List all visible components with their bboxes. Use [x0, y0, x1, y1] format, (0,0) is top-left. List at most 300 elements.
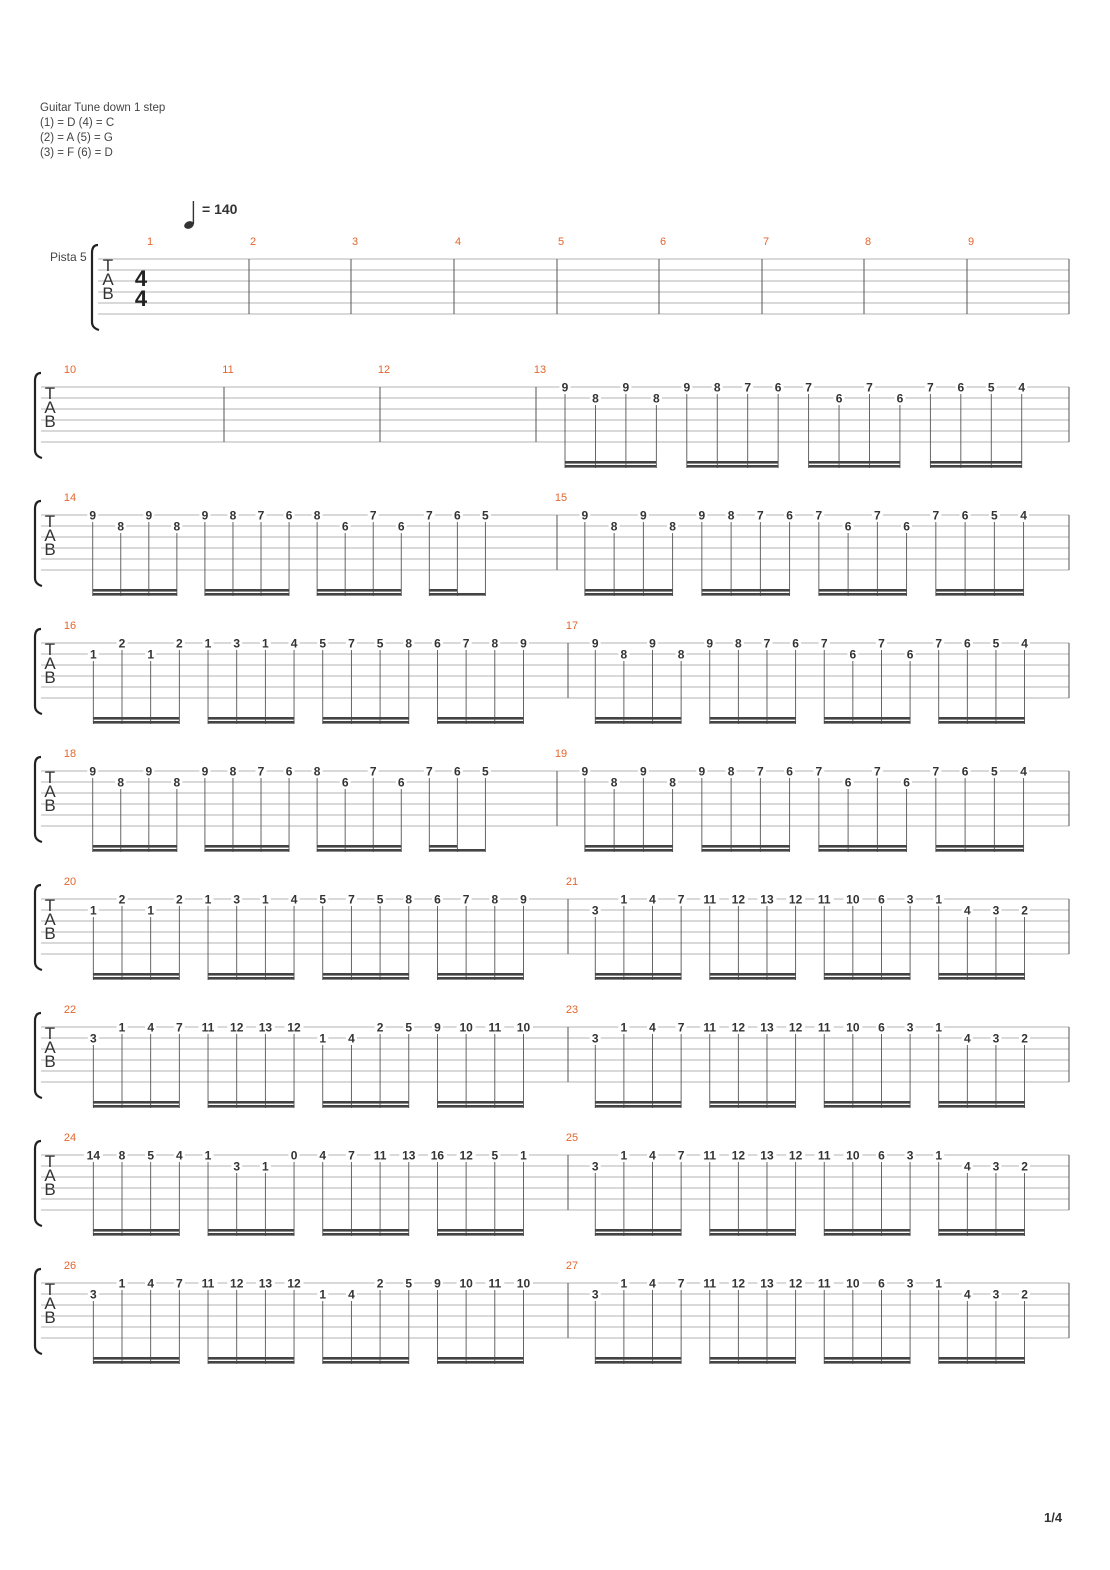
fret-number: 1: [935, 1276, 943, 1291]
beam: [437, 1101, 523, 1104]
fret-number: 8: [491, 892, 499, 907]
beam: [429, 845, 457, 848]
tab-clef-letter: A: [44, 910, 56, 929]
fret-number: 12: [459, 1148, 473, 1163]
fret-number: 7: [369, 764, 377, 779]
fret-number: 5: [376, 636, 384, 651]
beam: [93, 1357, 179, 1360]
beam: [93, 1361, 179, 1364]
measure-number: 3: [351, 236, 359, 248]
system-bracket: [35, 885, 42, 970]
beam: [939, 1229, 1025, 1232]
fret-number: 13: [760, 1020, 774, 1035]
beam: [939, 977, 1025, 980]
tab-clef-letter: T: [44, 1152, 56, 1171]
fret-number: 3: [906, 1276, 914, 1291]
measure-number: 7: [762, 236, 770, 248]
time-signature-numerator: 4: [134, 266, 148, 291]
beam: [323, 1233, 409, 1236]
fret-number: 3: [992, 1159, 1000, 1174]
measure-number: 6: [659, 236, 667, 248]
measure-number: 24: [63, 1132, 77, 1144]
beam: [595, 977, 681, 980]
system-bracket: [35, 501, 42, 586]
fret-number: 8: [653, 391, 660, 406]
beam: [437, 1105, 523, 1108]
fret-number: 3: [233, 636, 241, 651]
fret-number: 1: [935, 1020, 943, 1035]
fret-number: 10: [459, 1276, 473, 1291]
fret-number: 6: [906, 647, 914, 662]
fret-number: 3: [591, 903, 599, 918]
fret-number: 1: [89, 647, 97, 662]
track-name: Pista 5: [50, 250, 87, 264]
measure-number: 15: [554, 492, 568, 504]
fret-number: 12: [731, 892, 746, 907]
beam: [93, 849, 177, 852]
fret-number: 7: [815, 764, 823, 779]
beam: [819, 589, 907, 592]
beam: [824, 1105, 910, 1108]
beam: [208, 1101, 294, 1104]
beam: [208, 1361, 294, 1364]
fret-number: 13: [402, 1148, 416, 1163]
tab-system: [35, 876, 1069, 980]
beam: [323, 973, 409, 976]
fret-number: 13: [258, 1276, 273, 1291]
fret-number: 1: [319, 1031, 327, 1046]
beam: [317, 593, 401, 596]
fret-number: 9: [640, 764, 647, 779]
fret-number: 7: [874, 508, 881, 523]
beam: [429, 849, 485, 852]
fret-number: 11: [817, 1148, 831, 1163]
beam: [824, 1357, 910, 1360]
fret-number: 12: [731, 1020, 746, 1035]
fret-number: 7: [257, 508, 265, 523]
fret-number: 12: [287, 1276, 301, 1291]
fret-number: 11: [201, 1020, 215, 1035]
fret-number: 5: [405, 1020, 413, 1035]
beam: [205, 593, 289, 596]
beam: [323, 1357, 409, 1360]
beam: [710, 1233, 796, 1236]
beam: [710, 1105, 796, 1108]
beam: [710, 973, 796, 976]
fret-number: 7: [932, 508, 940, 523]
fret-number: 9: [434, 1020, 441, 1035]
beam: [437, 1361, 523, 1364]
fret-number: 13: [760, 1148, 774, 1163]
fret-number: 2: [176, 636, 183, 651]
fret-number: 12: [287, 1020, 301, 1035]
beam: [687, 465, 778, 468]
tab-clef-letter: A: [44, 654, 56, 673]
tab-system: [35, 364, 1069, 468]
beam: [939, 721, 1025, 724]
beam: [595, 1357, 681, 1360]
measure-number: 16: [63, 620, 77, 632]
fret-number: 12: [731, 1148, 746, 1163]
fret-number: 8: [173, 775, 181, 790]
fret-number: 1: [118, 1020, 126, 1035]
beam: [208, 1357, 294, 1360]
fret-number: 11: [373, 1148, 387, 1163]
beam: [939, 717, 1025, 720]
fret-number: 9: [201, 508, 209, 523]
fret-number: 7: [757, 508, 764, 523]
tab-clef-letter: T: [44, 896, 56, 915]
beam: [208, 721, 294, 724]
beam: [702, 593, 790, 596]
fret-number: 13: [760, 1276, 774, 1291]
fret-number: 9: [89, 764, 97, 779]
fret-number: 1: [319, 1287, 327, 1302]
system-bracket: [92, 245, 99, 330]
fret-number: 1: [262, 1159, 269, 1174]
fret-number: 10: [516, 1276, 531, 1291]
fret-number: 8: [669, 519, 676, 534]
measure-number: 19: [554, 748, 568, 760]
beam: [939, 1233, 1025, 1236]
fret-number: 6: [896, 391, 904, 406]
beam: [936, 593, 1024, 596]
page-number: 1/4: [1044, 1510, 1063, 1525]
fret-number: 8: [669, 775, 676, 790]
fret-number: 7: [425, 508, 433, 523]
fret-number: 4: [348, 1031, 355, 1046]
tuning-title: Guitar Tune down 1 step: [40, 102, 166, 114]
fret-number: 6: [397, 775, 405, 790]
tab-clef-letter: B: [44, 540, 56, 559]
beam: [323, 1229, 409, 1232]
fret-number: 6: [844, 519, 852, 534]
fret-number: 5: [147, 1148, 155, 1163]
beam: [437, 973, 523, 976]
fret-number: 7: [878, 636, 885, 651]
fret-number: 13: [258, 1020, 273, 1035]
fret-number: 6: [903, 775, 910, 790]
beam: [710, 717, 796, 720]
beam: [93, 717, 179, 720]
beam: [702, 849, 790, 852]
beam: [710, 1361, 796, 1364]
measure-number: 5: [557, 236, 565, 248]
fret-number: 3: [906, 1020, 914, 1035]
fret-number: 6: [903, 519, 910, 534]
beam: [565, 465, 656, 468]
fret-number: 6: [963, 636, 971, 651]
fret-number: 8: [405, 892, 413, 907]
fret-number: 3: [591, 1031, 599, 1046]
tab-clef-letter: A: [44, 398, 56, 417]
tab-system: [35, 1004, 1069, 1108]
fret-number: 3: [591, 1159, 599, 1174]
fret-number: 1: [204, 636, 212, 651]
beam: [208, 1229, 294, 1232]
fret-number: 11: [817, 1020, 831, 1035]
beam: [93, 1105, 179, 1108]
beam: [437, 1229, 523, 1232]
fret-number: 8: [610, 775, 618, 790]
fret-number: 6: [434, 636, 441, 651]
fret-number: 3: [89, 1287, 97, 1302]
beam: [824, 1101, 910, 1104]
fret-number: 0: [290, 1148, 298, 1163]
fret-number: 12: [788, 892, 803, 907]
beam: [208, 977, 294, 980]
tab-system: [35, 1260, 1069, 1364]
fret-number: 6: [397, 519, 405, 534]
beam: [437, 977, 523, 980]
fret-number: 11: [703, 1020, 717, 1035]
fret-number: 7: [348, 892, 355, 907]
beam: [939, 1361, 1025, 1364]
fret-number: 2: [1021, 1031, 1028, 1046]
beam: [323, 721, 409, 724]
beam: [930, 465, 1021, 468]
fret-number: 10: [846, 892, 860, 907]
fret-number: 7: [176, 1020, 183, 1035]
fret-number: 9: [683, 380, 691, 395]
beam: [323, 1101, 409, 1104]
tab-clef-letter: B: [44, 1180, 56, 1199]
fret-number: 11: [817, 892, 831, 907]
tab-clef-letter: B: [44, 1308, 56, 1327]
beam: [824, 717, 910, 720]
fret-number: 12: [788, 1020, 803, 1035]
measure-number: 23: [565, 1004, 579, 1016]
fret-number: 8: [735, 636, 742, 651]
measure-number: 27: [565, 1260, 579, 1272]
tab-clef-letter: B: [44, 668, 56, 687]
beam: [595, 717, 681, 720]
beam: [710, 721, 796, 724]
fret-number: 2: [376, 1276, 384, 1291]
fret-number: 4: [649, 1276, 656, 1291]
tab-clef-letter: T: [102, 256, 114, 275]
fret-number: 9: [145, 508, 153, 523]
fret-number: 13: [760, 892, 774, 907]
fret-number: 7: [874, 764, 881, 779]
fret-number: 1: [89, 903, 97, 918]
beam: [595, 1105, 681, 1108]
fret-number: 9: [640, 508, 647, 523]
beam: [819, 593, 907, 596]
fret-number: 5: [990, 764, 998, 779]
beam: [208, 1105, 294, 1108]
fret-number: 8: [620, 647, 628, 662]
fret-number: 5: [376, 892, 384, 907]
beam: [809, 465, 900, 468]
fret-number: 1: [147, 903, 155, 918]
tab-clef-letter: B: [44, 1052, 56, 1071]
measure-number: 13: [533, 364, 547, 376]
beam: [702, 845, 790, 848]
tab-clef-letter: A: [44, 1038, 56, 1057]
beam: [93, 973, 179, 976]
beam: [936, 849, 1024, 852]
fret-number: 2: [118, 636, 126, 651]
fret-number: 5: [482, 508, 489, 523]
fret-number: 9: [201, 764, 209, 779]
fret-number: 14: [86, 1148, 101, 1163]
fret-number: 3: [992, 903, 1000, 918]
fret-number: 8: [229, 508, 237, 523]
tab-clef-letter: T: [44, 1280, 56, 1299]
beam: [939, 1101, 1025, 1104]
fret-number: 12: [788, 1276, 803, 1291]
fret-number: 8: [229, 764, 237, 779]
beam: [93, 1233, 179, 1236]
fret-number: 12: [230, 1020, 244, 1035]
fret-number: 9: [520, 636, 527, 651]
beam: [93, 1101, 179, 1104]
fret-number: 6: [285, 508, 293, 523]
fret-number: 6: [957, 380, 965, 395]
tempo-value: = 140: [202, 201, 238, 217]
fret-number: 2: [176, 892, 183, 907]
beam: [936, 845, 1024, 848]
fret-number: 4: [1020, 764, 1027, 779]
beam: [819, 845, 907, 848]
fret-number: 7: [369, 508, 377, 523]
fret-number: 4: [649, 1148, 656, 1163]
fret-number: 9: [706, 636, 714, 651]
fret-number: 6: [434, 892, 441, 907]
tab-clef-letter: T: [44, 640, 56, 659]
measure-number: 4: [454, 236, 462, 248]
fret-number: 12: [788, 1148, 803, 1163]
beam: [595, 1101, 681, 1104]
fret-number: 6: [961, 764, 969, 779]
beam: [93, 589, 177, 592]
measure-number: 1: [146, 236, 154, 248]
fret-number: 6: [454, 764, 461, 779]
fret-number: 9: [145, 764, 153, 779]
fret-number: 8: [313, 764, 321, 779]
beam: [429, 593, 485, 596]
tab-clef-letter: T: [44, 1024, 56, 1043]
beam: [565, 461, 656, 464]
fret-number: 6: [341, 775, 349, 790]
beam: [710, 1101, 796, 1104]
measure-number: 9: [967, 236, 975, 248]
fret-number: 8: [727, 508, 735, 523]
fret-number: 8: [592, 391, 599, 406]
fret-number: 8: [117, 519, 125, 534]
fret-number: 9: [561, 380, 569, 395]
fret-number: 12: [230, 1276, 244, 1291]
beam: [595, 973, 681, 976]
fret-number: 9: [89, 508, 97, 523]
fret-number: 11: [703, 1148, 717, 1163]
measure-number: 11: [222, 364, 234, 376]
fret-number: 3: [233, 892, 241, 907]
fret-number: 6: [774, 380, 782, 395]
fret-number: 4: [147, 1276, 155, 1291]
fret-number: 9: [434, 1276, 441, 1291]
beam: [585, 593, 673, 596]
measure-number: 10: [63, 364, 77, 376]
fret-number: 7: [462, 636, 470, 651]
fret-number: 9: [698, 508, 706, 523]
fret-number: 12: [731, 1276, 746, 1291]
beam: [323, 1361, 409, 1364]
beam: [93, 593, 177, 596]
fret-number: 6: [786, 764, 793, 779]
fret-number: 4: [963, 1287, 971, 1302]
beam: [809, 461, 900, 464]
tab-clef-letter: A: [102, 270, 114, 289]
fret-number: 3: [233, 1159, 241, 1174]
fret-number: 7: [805, 380, 812, 395]
fret-number: 8: [118, 1148, 126, 1163]
fret-number: 11: [817, 1276, 831, 1291]
beam: [930, 461, 1021, 464]
fret-number: 4: [290, 636, 298, 651]
beam: [824, 721, 910, 724]
tab-clef-letter: A: [44, 1166, 56, 1185]
fret-number: 1: [935, 1148, 943, 1163]
beam: [317, 589, 401, 592]
fret-number: 1: [620, 892, 628, 907]
fret-number: 7: [935, 636, 943, 651]
fret-number: 6: [285, 764, 293, 779]
fret-number: 2: [376, 1020, 384, 1035]
fret-number: 7: [927, 380, 934, 395]
fret-number: 6: [878, 1276, 885, 1291]
beam: [205, 849, 289, 852]
beam: [595, 1229, 681, 1232]
measure-number: 26: [63, 1260, 77, 1272]
fret-number: 7: [820, 636, 828, 651]
measure-number: 18: [63, 748, 77, 760]
fret-number: 5: [319, 892, 327, 907]
beam: [429, 589, 457, 592]
fret-number: 4: [649, 892, 656, 907]
tab-clef-letter: B: [44, 796, 56, 815]
tab-clef-letter: A: [44, 1294, 56, 1313]
fret-number: 2: [1021, 903, 1028, 918]
beam: [585, 849, 673, 852]
fret-number: 10: [846, 1020, 860, 1035]
fret-number: 5: [990, 508, 998, 523]
fret-number: 8: [313, 508, 321, 523]
beam: [824, 1229, 910, 1232]
system-bracket: [35, 1269, 42, 1354]
fret-number: 10: [846, 1276, 860, 1291]
fret-number: 8: [610, 519, 618, 534]
beam: [93, 977, 179, 980]
beam: [595, 1361, 681, 1364]
fret-number: 7: [815, 508, 823, 523]
tab-system: [92, 236, 1069, 330]
measure-number: 17: [565, 620, 579, 632]
fret-number: 6: [792, 636, 799, 651]
fret-number: 11: [703, 1276, 717, 1291]
fret-number: 9: [581, 764, 589, 779]
fret-number: 1: [520, 1148, 527, 1163]
beam: [595, 1233, 681, 1236]
fret-number: 5: [405, 1276, 413, 1291]
measure-number: 20: [63, 876, 77, 888]
fret-number: 4: [1020, 508, 1027, 523]
fret-number: 5: [992, 636, 1000, 651]
beam: [824, 977, 910, 980]
fret-number: 11: [488, 1020, 502, 1035]
tab-clef-letter: B: [44, 924, 56, 943]
